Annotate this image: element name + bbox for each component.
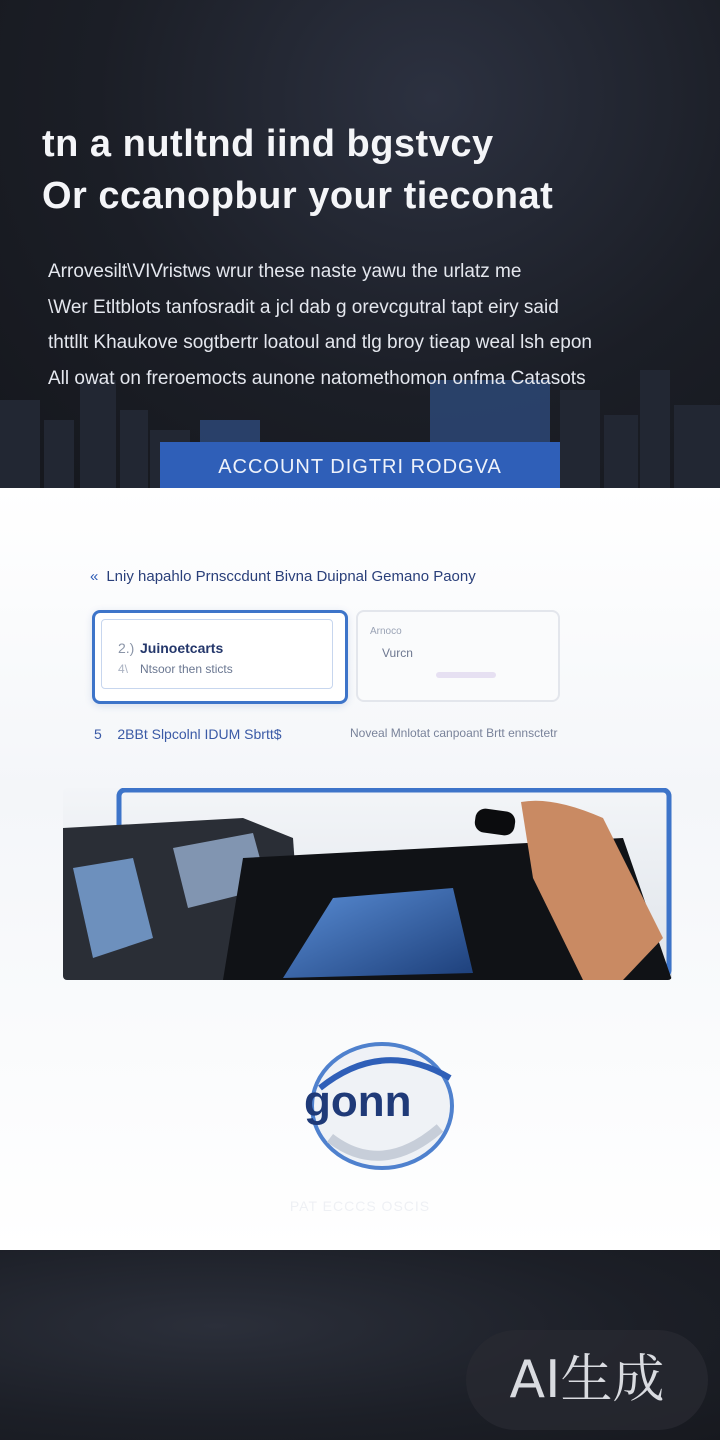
hero-description-line: Arrovesilt\VIVristws wrur these naste yawu the urlatz me xyxy=(48,261,522,282)
plan-summary-number: 5 xyxy=(94,726,102,742)
hero-description-line: thttllt Khaukove sogtbertr loatoul and tlg broy tieap weal lsh epon xyxy=(48,332,592,353)
plan-option-number: 2.) xyxy=(118,640,135,656)
plan-option-inner xyxy=(101,619,333,689)
plan-option-value: Vurcn xyxy=(382,646,413,660)
hero-title-line: Or ccanopbur your tieconat xyxy=(42,175,554,217)
footer-section xyxy=(0,1250,720,1440)
content-panel xyxy=(0,488,720,1250)
hero-description xyxy=(48,254,698,396)
device-photo xyxy=(63,788,672,980)
plan-selection-card xyxy=(80,518,640,750)
gonn-logo xyxy=(290,1028,470,1178)
plan-option-title: Juinoetcarts xyxy=(140,640,224,656)
hero-section xyxy=(0,0,720,490)
plan-option-unselected[interactable] xyxy=(356,610,560,702)
plan-selection-heading xyxy=(90,568,650,585)
plan-option-selected[interactable] xyxy=(92,610,348,704)
plan-selection-heading-text: Lniy hapahlo Prnsccdunt Bivna Duipnal Gemano Paony xyxy=(106,568,476,585)
chevron-left-icon: « xyxy=(90,568,99,585)
logo-caption: PAT ECCCS OSCIS xyxy=(289,1198,431,1214)
ai-generated-badge: AI生成 xyxy=(466,1330,708,1430)
hero-title-line: tn a nutltnd iind bgstvcy xyxy=(42,123,494,165)
plan-summary-text: 2BBt Slpcolnl IDUM Sbrtt$ xyxy=(117,726,282,742)
plan-summary-note: Noveal Mnlotat canpoant Brtt ennsctetr xyxy=(350,726,558,740)
account-cta-button[interactable]: ACCOUNT DIGTRI RODGVA xyxy=(160,442,560,490)
plan-option-label: Arnoco xyxy=(370,626,402,637)
plan-option-subtitle: Ntsoor then sticts xyxy=(140,662,233,676)
svg-text:gonn: gonn xyxy=(304,1077,412,1126)
hero-description-line: All owat on freroemocts aunone natomethomon onfma Catasots xyxy=(48,367,586,389)
hero-title xyxy=(42,118,682,222)
plan-option-number-secondary: 4\ xyxy=(118,662,129,676)
plan-summary xyxy=(94,726,694,742)
hero-description-line: \Wer Etltblots tanfosradit a jcl dab g orevcgutral tapt eiry said xyxy=(48,296,559,318)
plan-option-bar xyxy=(436,672,496,678)
